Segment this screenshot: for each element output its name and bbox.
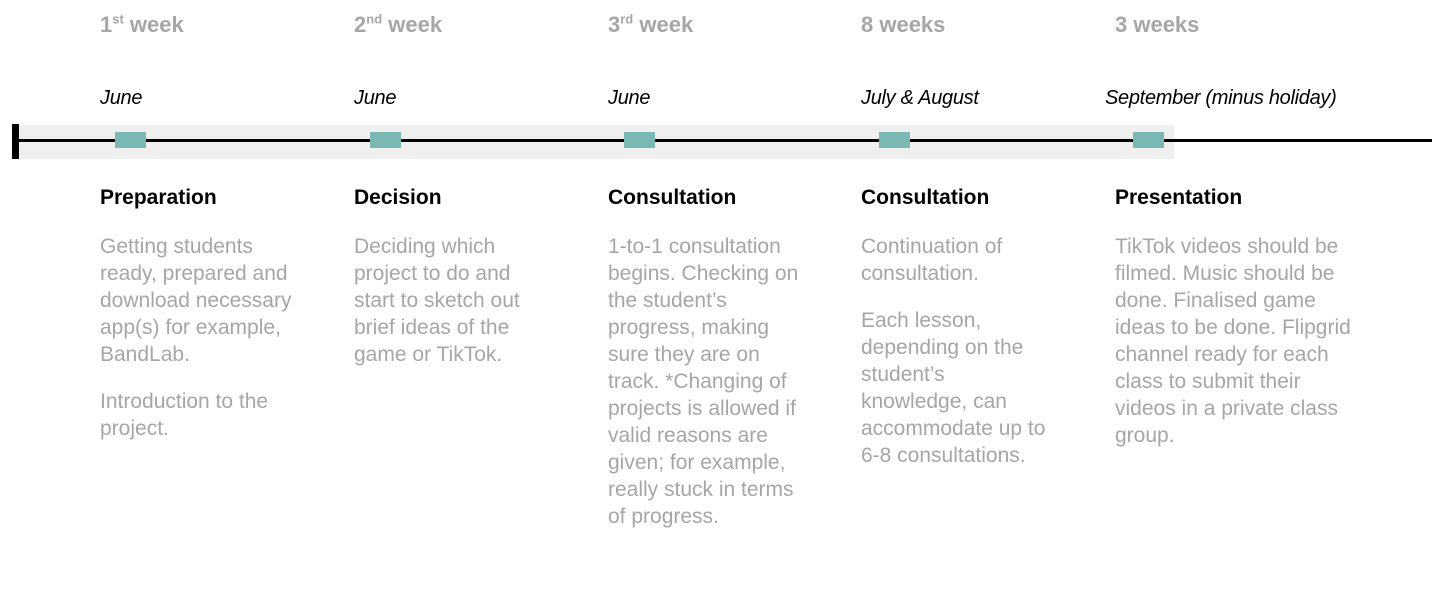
stage-marker-5 xyxy=(1133,132,1164,148)
description-paragraph: TikTok videos should be filmed. Music should be done. Finalised game ideas to be done. Flipgrid channel ready for each class to submit their videos in a private class group. xyxy=(1115,235,1351,447)
stage-duration: 1st week xyxy=(100,11,184,37)
stage-duration: 8 weeks xyxy=(861,12,946,37)
stage-description xyxy=(1115,233,1365,469)
stage-month: June xyxy=(608,87,651,109)
stage-month: September (minus holiday) xyxy=(1105,87,1337,109)
description-paragraph: Each lesson, depending on the student’s knowledge, can accommodate up to 6-8 consultations. xyxy=(861,309,1046,467)
description-paragraph: Deciding which project to do and start to sketch out brief ideas of the game or TikTok. xyxy=(354,235,520,366)
stage-month: July & August xyxy=(861,87,979,109)
stage-duration: 3rd week xyxy=(608,11,694,37)
timeline-axis xyxy=(14,139,1432,142)
stage-month: June xyxy=(100,87,143,109)
stage-duration: 2nd week xyxy=(354,11,443,37)
stage-phase-title: Preparation xyxy=(100,186,217,209)
stage-description xyxy=(608,233,813,550)
stage-description xyxy=(861,233,1046,489)
stage-marker-4 xyxy=(879,132,910,148)
stage-marker-2 xyxy=(370,132,401,148)
stage-marker-1 xyxy=(115,132,146,148)
stage-phase-title: Decision xyxy=(354,186,442,209)
stage-description xyxy=(354,233,554,388)
timeline-highlight-band xyxy=(18,125,1174,159)
description-paragraph: 1-to-1 consultation begins. Checking on the student’s progress, making sure they are on track. *Changing of projects is allowed if valid reasons are given; for example, really stuck in terms of progress. xyxy=(608,235,799,528)
description-paragraph: Continuation of consultation. xyxy=(861,235,1003,285)
stage-description xyxy=(100,233,300,462)
stage-month: June xyxy=(354,87,397,109)
stage-phase-title: Consultation xyxy=(608,186,737,209)
timeline-start-cap xyxy=(12,124,19,159)
description-paragraph: Getting students ready, prepared and download necessary app(s) for example, BandLab. xyxy=(100,235,292,366)
stage-duration: 3 weeks xyxy=(1115,12,1200,37)
description-paragraph: Introduction to the project. xyxy=(100,390,269,440)
stage-phase-title: Presentation xyxy=(1115,186,1243,209)
stage-phase-title: Consultation xyxy=(861,186,990,209)
stage-marker-3 xyxy=(624,132,655,148)
